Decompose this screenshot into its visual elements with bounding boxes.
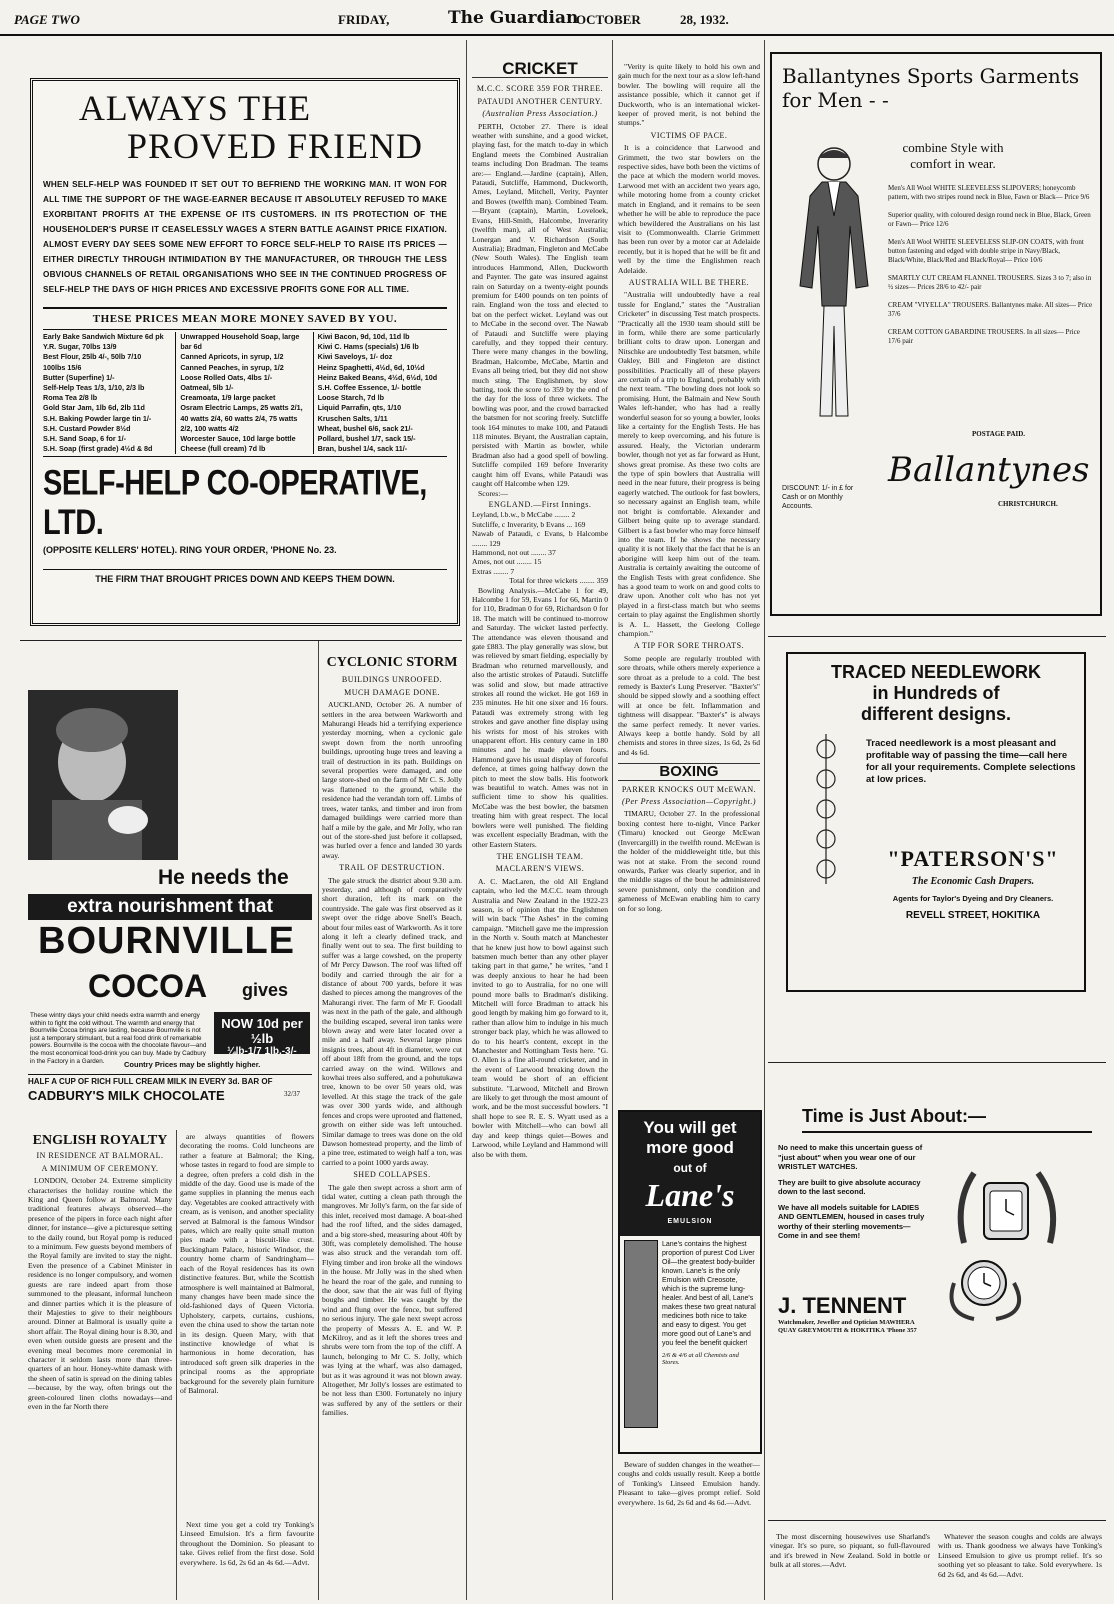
price-item: 100lbs 15/6 bbox=[43, 362, 82, 372]
royalty-subhead: IN RESIDENCE AT BALMORAL. bbox=[36, 1151, 164, 1161]
needlework-body: Traced needlework is a most pleasant and profitable way of passing the time—call here for all your requirements. Complete selections at low prices. bbox=[866, 738, 1076, 785]
bournville-tagline-1: He needs the bbox=[158, 866, 289, 889]
floral-border bbox=[796, 734, 856, 884]
section-rule bbox=[768, 1520, 1106, 1521]
storm-body-3: The gale then swept across a short arm of tidal water, cutting a clean path through the mangroves. Mr Jolly's farm, on the far side of this inlet, received most damage. A boat-shed had the roof lifted, and the sides damaged, and a big store-shed, measuring about 40ft by 30ft, was completely demolished. The house was also struck and the verandah torn off. Flying timber and iron broke all the windows in the house. Mr Jolly was in the shed when he heard the roar of the gale, and running to the door, saw that the air was full of flying boughs and timber. He was caught by the wind and flung over the fence, but suffered no serious injury. The gale next swept across the property of Messrs A. E. and W. P. McKilroy, and as it left the shores trees and shrubs were torn from the top of the cliff. A launch, belonging to Mr C. S. Jolly, which was lying at the wharf, was also damaged, but as it was aground it was not blown away. Altogether, Mr Jolly's losses are estimated to be not less than £300. Fortunately no injury was suffered by any of the settlers or their families. bbox=[322, 1182, 462, 1418]
victims-body: It is a coincidence that Larwood and Grimmett, the two star bowlers on the respective sides, have both been the victims of the pace at which the modern world moves. Larwood met with an accident two years ago, while motoring home from a county cricket match in England, and it remains to be seen whether he will be able to reproduce the pace which bewildered the Australians on his last visit to (Commonwealth. Clarrie Grimmett has been run over by a motor car at Adelaide recently, but it is hoped that he will be fit and well by the time the Englishmen reach Adelaide. bbox=[618, 143, 760, 275]
storm-article bbox=[322, 656, 462, 1600]
tonkings-body-2: Whatever the season coughs and colds are always with us. Thank goodness we always have Tonking's Linseed Emulsion to give us prompt relief. It's so soothing yet so pleasant to take. Sold everywhere. 1s 6d 2s 6d, and 4s 6d.—Advt. bbox=[938, 1532, 1102, 1579]
storm-subhead-2: MUCH DAMAGE DONE. bbox=[344, 687, 440, 697]
ballantynes-title-2: for Men - - bbox=[782, 88, 889, 112]
price-item: S.H. Coffee Essence, 1/- bottle bbox=[317, 383, 422, 393]
price-item: Worcester Sauce, 10d large bottle bbox=[180, 434, 296, 444]
cricket-continued bbox=[618, 62, 760, 1102]
bottle-image bbox=[624, 1240, 658, 1428]
column-rule bbox=[466, 40, 467, 1600]
price-sizes: ¼lb-1/7 1lb.-3/- bbox=[227, 1046, 297, 1057]
patersons-ad bbox=[786, 652, 1086, 992]
tennent-body-1: No need to make this uncertain guess of "just about" when you wear one of our WRISTLET WATCHES. bbox=[778, 1143, 923, 1171]
storm-body: AUCKLAND, October 26. A number of settlers in the area between Warkworth and Mahurangi Heads hid a terrifying experience yesterday morning, when a cyclonic gale swept down from the north unroofing buildings, uprooting huge trees and leaving a trail of destruction in its path. Buildings on several properties were damaged, and one large store-shed on the farm of Mr C. S. Jolly was flattened to the ground, while the residence had the verandah torn off. Limbs of trees, water tanks, and timber and iron from damaged buildings were carried more than half a mile by the gale, and Mr Jolly, who ran out of the store-shed just before it collapsed, was hurled over a fence and landed 30 yards away. bbox=[322, 700, 462, 860]
ad-title-line2: PROVED FRIEND bbox=[126, 126, 424, 166]
price-item: Roma Tea 2/8 lb bbox=[43, 393, 98, 403]
price-item: Wheat, bushel 6/6, sack 21/- bbox=[317, 423, 413, 433]
cadbury-footer-1: HALF A CUP OF RICH FULL CREAM MILK IN EVERY 3d. BAR OF bbox=[28, 1074, 312, 1086]
discount-note: DISCOUNT: 1/- in £ for Cash or on Monthly Accounts. bbox=[782, 485, 854, 510]
tagline-1: combine Style with bbox=[902, 140, 1004, 155]
prices-heading: THESE PRICES MEAN MORE MONEY SAVED BY YOU. bbox=[92, 313, 398, 325]
lanes-ad bbox=[618, 1110, 762, 1454]
australia-body: "Australia will undoubtedly have a real tussle for England," states the "Australian Cricketer" in discussing Test match prospects. "Practically all the 1930 team should still be in form, while there are some particularly brilliant colts to draw upon. Lonergan and Nitschke are undoubtedly Test batsmen, while Oakley, Bill and Fingleton are distinct possibilities. Practically all of these players are certain of a trip to England, probably with the next team. "The bowling does not look so promising. Hunt, the Balmain and New South Wales left-hander, who has had a really wonderful season for so young a bowler, looks like a certainty for the English Tests. He has merely to keep overcoming, and his future is assured. Healy, the Victorian underarm bowler, though not yet as far forward as Hunt, shows great promise. As these two colts are the type of spin bowlers that Australia will need in the near future, their progress is being eagerly watched. The outlook for fast bowlers, so necessary against an English team, while not bright is comfortable. Alexander and Gilbert being quite up to average standard. Gilbert is a fast bowler who may force himself into the team. If he shows the necessary quality it is not likely that the fact that he is an aborigine will keep him out of the team. Australia is certainly awaiting the outcome of the English Tests with great confidence. She has a good team to work on and good colts to draw upon. Another colt who has not yet played in a first-class match but who seems certain to play against the Englishmen shortly is A. L. Hassett, the Geelong College champion." bbox=[618, 290, 760, 638]
ballantynes-items bbox=[888, 184, 1094, 355]
price-item: S.H. Baking Powder large tin 1/- bbox=[43, 413, 152, 423]
patersons-tagline: The Economic Cash Drapers. bbox=[911, 876, 1035, 887]
price-item: Canned Peaches, in syrup, 1/2 bbox=[180, 362, 284, 372]
scorecard bbox=[472, 510, 608, 576]
garment-item: SMARTLY CUT CREAM FLANNEL TROUSERS. Sizes 3 to 7; also in ½ sizes— Prices 28/6 to 42/- pair bbox=[888, 274, 1092, 291]
price-item: Unwrapped Household Soap, large bar 6d bbox=[180, 332, 300, 352]
price-column-3 bbox=[318, 332, 447, 454]
column-rule bbox=[176, 1130, 177, 1600]
tennent-ad bbox=[770, 1094, 1100, 1434]
ad-title-line1: ALWAYS THE bbox=[78, 88, 312, 128]
needlework-title-2: in Hundreds of bbox=[872, 683, 1000, 703]
sharlands-body: The most discerning housewives use Sharland's vinegar. It's so pure, so piquant, so full-flavoured and it's brewed in New Zealand. Sold in bottle or bulk at all stores.—Advt. bbox=[770, 1532, 930, 1570]
page-header bbox=[0, 6, 1114, 36]
boxing-credit: (Per Press Association—Copyright.) bbox=[621, 797, 757, 807]
tennent-name: J. TENNENT bbox=[778, 1293, 907, 1318]
lanes-body: Lane's contains the highest proportion of purest Cod Liver Oil—the greatest body-builder known. Lane's is the only Emulsion with Creosote, which is the supreme lung-healer. And best of all, Lane's makes these two great natural medicines both nice to take and easy to digest. You get more good out of Lane's and you feel the benefit quicker! bbox=[662, 1241, 756, 1347]
storm-subhead: BUILDINGS UNROOFED. bbox=[341, 675, 443, 685]
child-photo bbox=[28, 690, 178, 860]
price-item: S.H. Sand Soap, 6 for 1/- bbox=[43, 434, 127, 444]
boxing-heading: BOXING bbox=[618, 763, 760, 780]
needlework-title-3: different designs. bbox=[860, 704, 1012, 724]
lanes-banner bbox=[620, 1112, 760, 1236]
tennent-heading: Time is Just About:— bbox=[802, 1106, 1092, 1133]
column-rule bbox=[764, 40, 765, 1600]
bournville-ad bbox=[28, 690, 312, 1110]
price-item: Heinz Spaghetti, 4½d, 6d, 10½d bbox=[317, 362, 425, 372]
shed-subhead: SHED COLLAPSES. bbox=[353, 1170, 431, 1180]
royalty-article bbox=[28, 1134, 172, 1600]
needlework-title-1: TRACED NEEDLEWORK bbox=[831, 662, 1041, 682]
tonkings-body: Beware of sudden changes in the weather—coughs and colds usually result. Keep a bottle of Tonking's Linseed Emulsion handy. Pleasant to take—gives prompt relief. Sold everywhere. 1s 6d, 2s 6d and 4s 6d.—Advt. bbox=[618, 1460, 760, 1507]
team-subhead: THE ENGLISH TEAM. bbox=[496, 851, 584, 861]
section-rule bbox=[768, 636, 1106, 637]
cadbury-footer-2: CADBURY'S MILK CHOCOLATE bbox=[28, 1088, 225, 1103]
trail-subhead: TRAIL OF DESTRUCTION. bbox=[339, 863, 445, 873]
price-item: S.H. Soap (first grade) 4½d & 8d bbox=[43, 444, 153, 454]
cricket-subhead: PATAUDI ANOTHER CENTURY. bbox=[477, 96, 603, 106]
royalty-continued bbox=[180, 1132, 314, 1462]
lanes-sizes: 2/6 & 4/6 at all Chemists and Stores. bbox=[662, 1352, 739, 1366]
score-line: Ames, not out ........ 15 bbox=[472, 557, 542, 567]
score-line: Extras ........ 7 bbox=[472, 566, 515, 576]
postage-note: POSTAGE PAID. bbox=[972, 430, 1026, 438]
lanes-head-2: more good bbox=[646, 1138, 734, 1157]
bournville-body: These wintry days your child needs extra warmth and energy within to fight the cold without. The warmth and energy that Bournville Cocoa brings are lasting, because Bournville is not just a temporary stimulant, but a real food drink of remarkable powers. Bournville is the cocoa with the chocolate flavour—and the most economical food-drink you can buy. Made by Cadbury in the Factory in a Garden. bbox=[30, 1012, 207, 1065]
sharlands-ad bbox=[770, 1532, 930, 1600]
country-prices: Country Prices may be slightly higher. bbox=[124, 1060, 261, 1069]
garment-item: Men's All Wool WHITE SLEEVELESS SLIPOVERS; honeycomb pattern, with two stripes round neck in Blue, Fawn or Black— Price 9/6 bbox=[888, 184, 1090, 201]
price-item: Kiwi C. Hams (specials) 1/6 lb bbox=[317, 342, 419, 352]
price-item: Creamoata, 1/9 large packet bbox=[180, 393, 276, 403]
cricket-subhead: M.C.C. SCORE 359 FOR THREE. bbox=[476, 84, 604, 94]
garment-item: CREAM "VIYELLA" TROUSERS. Ballantynes make. All sizes— Price 37/6 bbox=[888, 301, 1093, 318]
scores-label: Scores:— bbox=[478, 489, 508, 499]
date: 28, 1932. bbox=[680, 12, 729, 27]
price-item: Early Bake Sandwich Mixture 6d pk bbox=[43, 332, 164, 341]
watch-illustration bbox=[934, 1143, 1092, 1323]
price-item: Liquid Parrafin, qts, 1/10 bbox=[317, 403, 402, 413]
ballantynes-ad bbox=[770, 52, 1102, 616]
ad-code: 32/37 bbox=[284, 1090, 300, 1098]
views-subhead: MACLAREN'S VIEWS. bbox=[495, 864, 585, 874]
price-item: Osram Electric Lamps, 25 watts 2/1, 40 watts 2/4, 60 watts 2/4, 75 watts 2/2, 100 watts 4/2 bbox=[180, 403, 303, 433]
column-rule bbox=[612, 40, 613, 1600]
price-item: Loose Rolled Oats, 4lbs 1/- bbox=[180, 372, 273, 382]
garment-item: Men's All Wool WHITE SLEEVELESS SLIP-ON COATS, with front button fastening and edged with double stripe in Navy/Black, Black/White, Black/Red and Black/Royal— Price 10/6 bbox=[888, 238, 1084, 264]
price-item: Kruschen Salts, 1/11 bbox=[317, 413, 388, 423]
garment-item: Superior quality, with coloured design round neck in Blue, Black, Green or Fawn— Price 12/6 bbox=[888, 211, 1091, 228]
bournville-product: COCOA bbox=[88, 968, 208, 1004]
lanes-head-3: out of bbox=[673, 1161, 707, 1175]
price-now: NOW 10d per ½lb bbox=[221, 1016, 303, 1046]
price-item: Kiwi Saveloys, 1/- doz bbox=[317, 352, 393, 362]
royalty-subhead-2: A MINIMUM OF CEREMONY. bbox=[41, 1163, 159, 1173]
lanes-content bbox=[620, 1236, 760, 1432]
score-line: Sutcliffe, c Inverarity, b Evans ... 169 bbox=[472, 519, 586, 529]
price-item: Kiwi Bacon, 9d, 10d, 11d lb bbox=[317, 332, 410, 341]
ad-body: WHEN SELF-HELP WAS FOUNDED IT SET OUT TO BEFRIEND THE WORKING MAN. IT WON FOR ALL TIME THE SUPPORT OF THE WAGE-EARNER BECAUSE IT ABSOLUTELY REFUSED TO MAKE EXORBITANT PROFITS AT THE EXPENSE OF ITS CUSTOMERS. IN ITS PROTECTION OF THE HOUSEHOLDER'S PURSE IT CEASELESSLY WAGES A STERN BATTLE AGAINST PRICE FIXATION. ALMOST EVERY DAY SEES SOME NEW EFFORT TO FORCE SELF-HELP TO RAISE ITS PRICES — EITHER DIRECTLY THROUGH INTIMIDATION BY THE MANUFACTURER, OR THROUGH THE LESS OBVIOUS CHANNELS OF RETAIL ORGANISATIONS WHO SEE IN THE CONTINUED PROGRESS OF SELF-HELP THE DAYS OF HIGH PRICES AND EXCESSIVE PROFITS GONE FOR ALL TIME. bbox=[43, 180, 447, 294]
innings-heading: ENGLAND.—First Innings. bbox=[488, 499, 592, 509]
ballantynes-tagline bbox=[888, 140, 1018, 172]
tennent-body-2: They are built to give absolute accuracy down to the last second. bbox=[778, 1177, 921, 1196]
storm-body-2: The gale struck the district about 9.30 a.m. yesterday, and although of comparatively short duration, left its mark on the countryside. The gale was first observed as it swept over the ridge above Snell's Beach, about four miles east of Warkworth. As it tore along it left a clearly defined track, and finally went out to sea. The first building to suffer was a large cowshed, on the property of Mr Percy Dawson. The roof was lifted off bodily and carried through the air for a distance of about 700 yards, before it was dashed to pieces among the mangroves of the Mahurangi river. The farm of Mr F. Goodall was next in the path of the gale, and although the building escaped, several iron tanks were blown away and were later located over a mile and a half away. Several large pinus insignis trees, about 4ft in diameter, were cut off about 18ft from the ground, and the tops carried away on the wind. Willows and kowhai trees also suffered, and a pohutukawa tree, known to be over 50 years old, was levelled. At this stage the track of the gale was over 300 yards wide, and although fences and crops were uprooted and flattened, growth on either side was left untouched. Similar damage to trees was done on the old Dawson homestead property, and the limb of a pine tree, estimated to weigh half a ton, was carried to a point 1000 yards away. bbox=[322, 875, 462, 1167]
score-line: Leyland, l.b.w., b McCabe ........ 2 bbox=[472, 510, 576, 520]
garment-item: CREAM COTTON GABARDINE TROUSERS. In all sizes— Price 17/6 pair bbox=[888, 328, 1080, 345]
price-item: Canned Apricots, in syrup, 1/2 bbox=[180, 352, 284, 362]
day: FRIDAY, bbox=[338, 12, 390, 27]
royalty-heading: ENGLISH ROYALTY bbox=[32, 1134, 168, 1148]
ballantynes-city: CHRISTCHURCH. bbox=[998, 500, 1058, 508]
cricket-cont-body: "Verity is quite likely to hold his own and gain much for the next tour as a slow left-hand bowler. The bowling will require all the assistance possible, which it cannot get if Duckworth, who is an international wicket-keeper of proved merit, is not behind the stumps." bbox=[618, 62, 760, 128]
patersons-agents: Agents for Taylor's Dyeing and Dry Cleaners. bbox=[892, 894, 1054, 903]
lanes-brand-sub: EMULSION bbox=[667, 1218, 713, 1225]
price-item: Pollard, bushel 1/7, sack 15/- bbox=[317, 434, 416, 444]
score-line: Nawab of Pataudi, c Evans, b Halcombe ........ 129 bbox=[472, 529, 608, 548]
price-item: Best Flour, 25lb 4/-, 50lb 7/10 bbox=[43, 352, 142, 362]
tonkings-ad-3 bbox=[180, 1520, 314, 1600]
scorecard-total: Total for three wickets ........ 359 bbox=[509, 576, 608, 586]
column-rule bbox=[318, 640, 319, 1600]
needlework-heading bbox=[796, 662, 1076, 725]
cricket-body: PERTH, October 27. There is ideal weather with sunshine, and a good wicket, playing fast, for the match to-day in which England meets the Combined Australian teams including Don Bradman. The teams are:— England.—Jardine (captain), Allen, Pataudi, Sutcliffe, Hammond, Duckworth, Ames, Leyland, Mitchell, Verity, Paynter and Bowes (twelfth man). Combined Team.—Bryant (captain), Martin, Loveloek, Evans, Hill-Smith, Halcombe, Inverarity (twelfth man), all of West Australia; Lonergan and V. Richardson (South Australia); Bradman, Fingleton and McCabe (New South Wales). The English team introduces Hammond, Allen, Duckworth and Paynter. The gate was insured against rain on Saturday on a twenty-eight pounds premium for £400 pounds on ten points of rain. England won the toss and elected to bat on the perfect wicket. Leyland was out to McCabe in the second over. The Nawab of Pataudi and Sutcliffe were playing carefully, and they topped their century. There were many changes in the bowling, Bradman, Halcombe, McCabe, Martin and Evans all being tried, but they did not show much sting. The Englishmen, by slow batting, took the score to 359 by the end of the day for the loss of three wickets. The bowling was poor, and the crowd barracked the batsmen for not scoring freely. Sutcliffe took 164 minutes to make 100, and Pataudi 118 minutes. Bryant, the Australian captain, persisted with Martin as bowler, while Bradman also had a good spell of bowling. Sutcliffe compiled 169 before Inverarity caught him off Evans, while Pataudi was caught off Halcombe when 129. bbox=[472, 121, 608, 489]
score-line: Hammond, not out ........ 37 bbox=[472, 547, 556, 557]
storm-heading: CYCLONIC STORM bbox=[326, 656, 458, 670]
price-item: Bran, bushel 1/4, sack 11/- bbox=[317, 444, 408, 454]
victims-subhead: VICTIMS OF PACE. bbox=[650, 130, 728, 140]
boxing-subhead: PARKER KNOCKS OUT McEWAN. bbox=[621, 784, 757, 794]
price-item: Cheese (full cream) 7d lb bbox=[180, 444, 266, 454]
price-item: Self-Help Teas 1/3, 1/10, 2/3 lb bbox=[43, 383, 145, 393]
tennent-address: Watchmaker, Jeweller and Optician MAWHERA QUAY GREYMOUTH & HOKITIKA 'Phone 357 bbox=[778, 1319, 917, 1334]
divider bbox=[43, 307, 447, 309]
price-column-1 bbox=[43, 332, 176, 454]
price-column-2 bbox=[180, 332, 313, 454]
price-item: Oatmeal, 5lb 1/- bbox=[180, 383, 234, 393]
tip-body: Some people are regularly troubled with sore throats, while others merely experience a sore throat as a prelude to a cold. The best remedy is Baxter's Lung Preserver. "Baxter's" should be sipped slowly and a soothing effect will at once be felt. Inflammation and tightness will disappear. "Baxter's" is always the same perfect remedy. It never varies. Always keep a bottle handy. Sold by all chemists and stores in three sizes, 1s 6d, 2s 6d and 4s 6d. bbox=[618, 653, 760, 757]
ballantynes-title: Ballantynes Sports Garments bbox=[782, 64, 1080, 88]
australia-subhead: AUSTRALIA WILL BE THERE. bbox=[628, 277, 750, 287]
month: OCTOBER bbox=[576, 12, 641, 27]
tonkings-ad bbox=[618, 1460, 760, 1600]
price-item: Butter (Superfine) 1/- bbox=[43, 372, 115, 382]
masthead: The Guardian bbox=[448, 8, 579, 28]
section-rule bbox=[768, 1062, 1106, 1063]
ballantynes-signature: Ballantynes bbox=[888, 450, 1090, 490]
lanes-brand: Lane's bbox=[645, 1177, 735, 1213]
man-illustration bbox=[782, 136, 882, 426]
bournville-tagline-2: extra nourishment that bbox=[28, 894, 312, 920]
price-item: Gold Star Jam, 1lb 6d, 2lb 11d bbox=[43, 403, 145, 413]
section-rule bbox=[20, 640, 462, 641]
lanes-head-1: You will get bbox=[643, 1118, 737, 1137]
price-panel bbox=[214, 1012, 310, 1057]
store-name: SELF-HELP CO-OPERATIVE, LTD. bbox=[43, 464, 427, 543]
tonkings-body-3: Next time you get a cold try Tonking's Linseed Emulsion. It's a firm favourite throughout the Dominion. So pleasant to take. Gives relief from the first dose. Sold everywhere. 1s 6d, 2s 6d an 4s 6d.—Advt. bbox=[180, 1520, 314, 1567]
store-slogan: THE FIRM THAT BROUGHT PRICES DOWN AND KEEPS THEM DOWN. bbox=[43, 569, 447, 584]
royalty-body-2: are always quantities of flowers decorating the rooms. Cold luncheons are rather a feature at Balmoral; the King, whose tastes in regard to food are simple to a degree, often prefers a cold dish in the middle of the day. Good use is made of the game supplies in planning the menus each day. Vegetables are cooked attractively with cream, as is venison, and another speciality served at Balmoral is the famous Windsor pates, which are really quite small mutton pies made with a biscuit-like crust. Buckingham Palace, historic Windsor, the country home charm of Sandringham—each of the Royal residences has its own distinctive features. But, while the Scottish atmosphere is well maintained at Balmoral, many changes have been made since the old-fashioned days of Queen Victoria. Upholstery, carpets, curtains, cushions, even the china used to show the tartan note in its design. Queen Mary, with that instinctive knowledge of what is harmonious in home decoration, has introduced soft green silk draperies in the principal rooms as the appropriate background for the severely plain furniture of Balmoral. bbox=[180, 1132, 314, 1395]
patersons-address: REVELL STREET, HOKITIKA bbox=[905, 910, 1041, 921]
tennent-body-3: We have all models suitable for LADIES AND GENTLEMEN, housed in cases truly worthy of their sterling movements— Come in and see them! bbox=[778, 1202, 925, 1240]
cricket-heading: CRICKET bbox=[472, 64, 608, 78]
cricket-body-3: A. C. MacLaren, the old All England captain, who led the M.C.C. team through Australia and New Zealand in the 1922-23 season, is of opinion that the Englishmen will win back "The Ashes" in the coming campaign. "Mitchell gave me the impression in the North v. South match at Manchester that he knew just how to bowl against such batsmen much better than any other player taking part in that game," he writes, "and I was deeply anxious to hear he had been invited to go to Australia, for no one will pound more balls to Bradman's disliking. Mitchell will force Bradman to attack his good length by making him go forward to it, rather than allow him to indulge in his much stronger back play, which he was allowed to do to his heart's content, except in the Manchester and Nottingham Tests here. "G. O. Allen is a fine all-round cricketer, and in the event of Larwood breaking down the team would be short of an efficient substitute. "Larwood, Mitchell and Brown are likely to get through the most amount of work, and be the most successful bowlers. "I shall hope to see R. E. S. Wyatt used as a bowler with Mitchell—who can bowl all day and keep things quiet—Bowes and Larwood, while Leyland and Hammond will also be with them. bbox=[472, 876, 608, 1159]
press-credit: (Australian Press Association.) bbox=[482, 109, 598, 119]
price-item: S.H. Custard Powder 8½d bbox=[43, 423, 131, 433]
page-number: PAGE TWO bbox=[14, 12, 80, 27]
tonkings-ad-2 bbox=[938, 1532, 1102, 1600]
price-item: Heinz Baked Beans, 4½d, 6½d, 10d bbox=[317, 372, 438, 382]
price-item: Loose Starch, 7d lb bbox=[317, 393, 384, 403]
store-address: (OPPOSITE KELLERS' HOTEL). RING YOUR ORDER, 'PHONE No. 23. bbox=[43, 545, 337, 556]
price-table bbox=[43, 329, 447, 457]
patersons-name: "PATERSON'S" bbox=[887, 846, 1059, 871]
boxing-body: TIMARU, October 27. In the professional boxing contest here to-night, Vince Parker (Timaru) knocked out George McEwan (Invercargill) in the twelfth round. McEwan is the holder of the middleweight title, but this was not at stake. From the second round onwards, Parker was clearly superior, and in the middle stages of the bout he administered severe punishment, only the condition and gameness of McEwan enabling him to carry on for so long. bbox=[618, 809, 760, 913]
price-item: Y.R. Sugar, 70lbs 13/9 bbox=[43, 342, 117, 352]
tip-subhead: A TIP FOR SORE THROATS. bbox=[633, 641, 745, 651]
royalty-body: LONDON, October 24. Extreme simplicity characterises the holiday routine which the King and Queen follow at Balmoral. Many traditional features always observed—the presence of the pipers in force each night after dinner, for instance—give a picturesque setting to the daily round, but Royal pomp is reduced to a minimum. Few guests beyond members of the Royal family are invited to stay the night. Even the presence of a Cabinet Minister in residence is no longer compulsory, and women guests are rare indeed apart from those summoned to the pleasant, informal luncheon and dinner parties which it is the pleasure of their Majesties to give to their neighbours around. Dinner at Balmoral is usually quite a short affair. The Royal dining hour is 8.30, and even when outside guests are present and the evening meal becomes more ceremonial in character it seldom lasts more than three-quarters of an hour. Honey-white damask with the sheen of satin is spread on the dining tables—because, by the way, often brings out the green-coloured linen cloths nowadays—and even in the far North there bbox=[28, 1176, 172, 1411]
bournville-brand: BOURNVILLE bbox=[38, 920, 295, 962]
selfhelp-ad bbox=[30, 78, 460, 626]
tagline-2: comfort in wear. bbox=[910, 156, 996, 171]
cricket-body-2: Bowling Analysis.—McCabe 1 for 49, Halcombe 1 for 59, Evans 1 for 66, Martin 0 for 110, Bradman 0 for 69, Richardson 0 for 18. The match will be continued to-morrow and Saturday. The wicket lasted perfectly. The attendance was eleven thousand and gate £883. The play generally was slow, but was relieved by smart fielding, especially by Bradman who returned marvellously, and also the artistic strokes of Pataudi. Sutcliffe was solid and slow, but made attractive strokes all round the wicket. He got 169 in 235 minutes. He hit one sixer and 16 fours. Pataudi was extremely strong with leg strokes and gave another fine display using his wrists for most of his strokes with unapparent effort. His century came in 180 minutes and he made eleven fours. Hammond gave his usual display of forceful defence, at times going halfway down the pitch to meet the slow balls. His footwork was beautiful to watch. Ames was not in sufficient time to show his qualities. McCabe was the best bowler, the batsmen treating him with great respect. The local bowlers were well punished. The fielding was excellent especially Bradman, with the other Eastern Staters. bbox=[472, 585, 608, 849]
cricket-article bbox=[472, 62, 608, 1602]
bournville-gives: gives bbox=[242, 980, 289, 1000]
